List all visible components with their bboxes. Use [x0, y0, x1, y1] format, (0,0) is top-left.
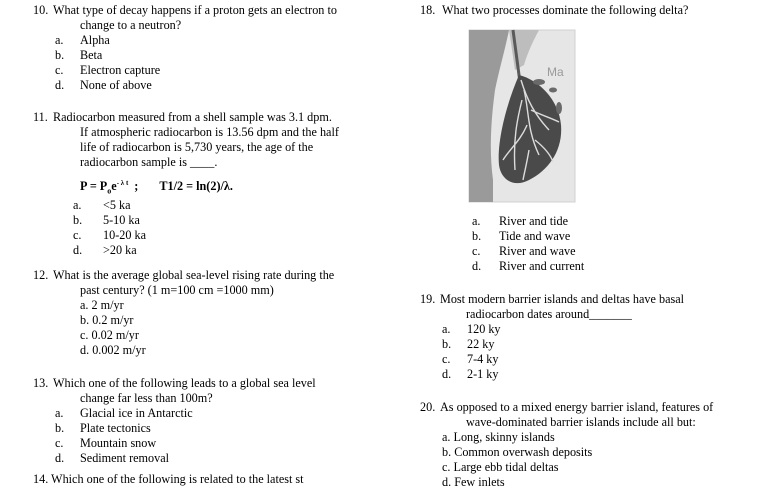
question-13-stem — [33, 376, 378, 391]
question-text: change far less than 100m? — [80, 391, 213, 405]
option-b: b. Tide and wave — [472, 229, 571, 243]
question-text: past century? (1 m=100 cm =1000 mm) — [80, 283, 274, 297]
option-b: b. Beta — [55, 48, 103, 62]
question-number: 13. — [33, 376, 49, 390]
question-10 — [33, 3, 373, 93]
question-text: life of radiocarbon is 5,730 years, the age of the — [80, 140, 314, 154]
question-text: radiocarbon dates around_______ — [466, 307, 632, 321]
question-number: 12. — [33, 268, 49, 282]
option-d: d. >20 ka — [73, 243, 137, 258]
option-b: b. 5-10 ka — [73, 213, 140, 228]
watermark-text: Ma — [547, 65, 564, 79]
option-c: c. 7-4 ky — [442, 352, 499, 366]
option-a: a. Alpha — [55, 33, 110, 47]
question-18 — [420, 3, 760, 18]
question-number: 10. — [33, 3, 49, 17]
decay-formula: $P = P_oe^{- \lambda t}$ ; T1/2 = ln(2)/λ. — [80, 178, 233, 196]
option-d: d. None of above — [55, 78, 152, 92]
option-a: a. River and tide — [472, 214, 569, 228]
question-text: wave-dominated barrier islands include all but: — [466, 415, 696, 429]
option-c: c. 0.02 m/yr — [80, 328, 139, 342]
option-c: c. River and wave — [472, 244, 576, 258]
option-d: d. 0.002 m/yr — [80, 343, 146, 357]
half-life-formula: T1/2 = ln(2)/λ. — [159, 179, 233, 193]
question-number: 11. — [33, 110, 48, 124]
option-b: b. 22 ky — [442, 337, 495, 351]
option-c: c. Electron capture — [55, 63, 161, 77]
question-14-cut-line: 14. Which one of the following is related to the latest st — [33, 472, 304, 486]
question-text: Radiocarbon measured from a shell sample was 3.1 dpm. — [53, 110, 332, 124]
question-number: 20. — [420, 400, 436, 414]
option-a: a. Glacial ice in Antarctic — [55, 406, 193, 420]
question-number: 19. — [420, 292, 436, 306]
question-11-stem — [33, 110, 378, 125]
question-text: What two processes dominate the following delta? — [442, 3, 689, 17]
question-text: radiocarbon sample is ____. — [80, 155, 218, 169]
option-d: d. River and current — [472, 259, 585, 273]
option-d: d. Sediment removal — [55, 451, 170, 465]
option-b: b. Plate tectonics — [55, 421, 151, 435]
option-d: d. Few inlets — [442, 475, 505, 489]
option-b: b. Common overwash deposits — [442, 445, 593, 459]
question-20 — [420, 400, 770, 490]
question-18-options — [420, 214, 760, 274]
question-text: What is the average global sea-level rising rate during the — [53, 268, 335, 282]
option-c: c. Large ebb tidal deltas — [442, 460, 559, 474]
option-a: a. <5 ka — [73, 198, 131, 213]
option-d: d. 2-1 ky — [442, 367, 499, 381]
question-text: Most modern barrier islands and deltas have basal — [440, 292, 685, 306]
question-text: As opposed to a mixed energy barrier island, features of — [440, 400, 714, 414]
question-19-stem — [420, 292, 760, 307]
question-text: If atmospheric radiocarbon is 13.56 dpm and the half — [80, 125, 339, 139]
delta-image — [469, 30, 575, 202]
question-text: Which one of the following leads to a global sea level — [53, 376, 316, 390]
question-20-stem — [420, 400, 770, 415]
question-10-stem — [33, 3, 373, 18]
question-13 — [33, 376, 378, 466]
option-c: c. 10-20 ka — [73, 228, 146, 243]
option-a: a. 120 ky — [442, 322, 501, 336]
question-11 — [33, 110, 378, 258]
question-12-stem — [33, 268, 378, 283]
question-text: change to a neutron? — [80, 18, 182, 32]
question-number: 18. — [420, 3, 436, 17]
question-19 — [420, 292, 760, 382]
option-a: a. Long, skinny islands — [442, 430, 555, 444]
option-b: b. 0.2 m/yr — [80, 313, 134, 327]
question-12 — [33, 268, 378, 358]
option-c: c. Mountain snow — [55, 436, 157, 450]
option-a: a. 2 m/yr — [80, 298, 124, 312]
question-18-stem — [420, 3, 760, 18]
question-text: What type of decay happens if a proton gets an electron to — [53, 3, 337, 17]
